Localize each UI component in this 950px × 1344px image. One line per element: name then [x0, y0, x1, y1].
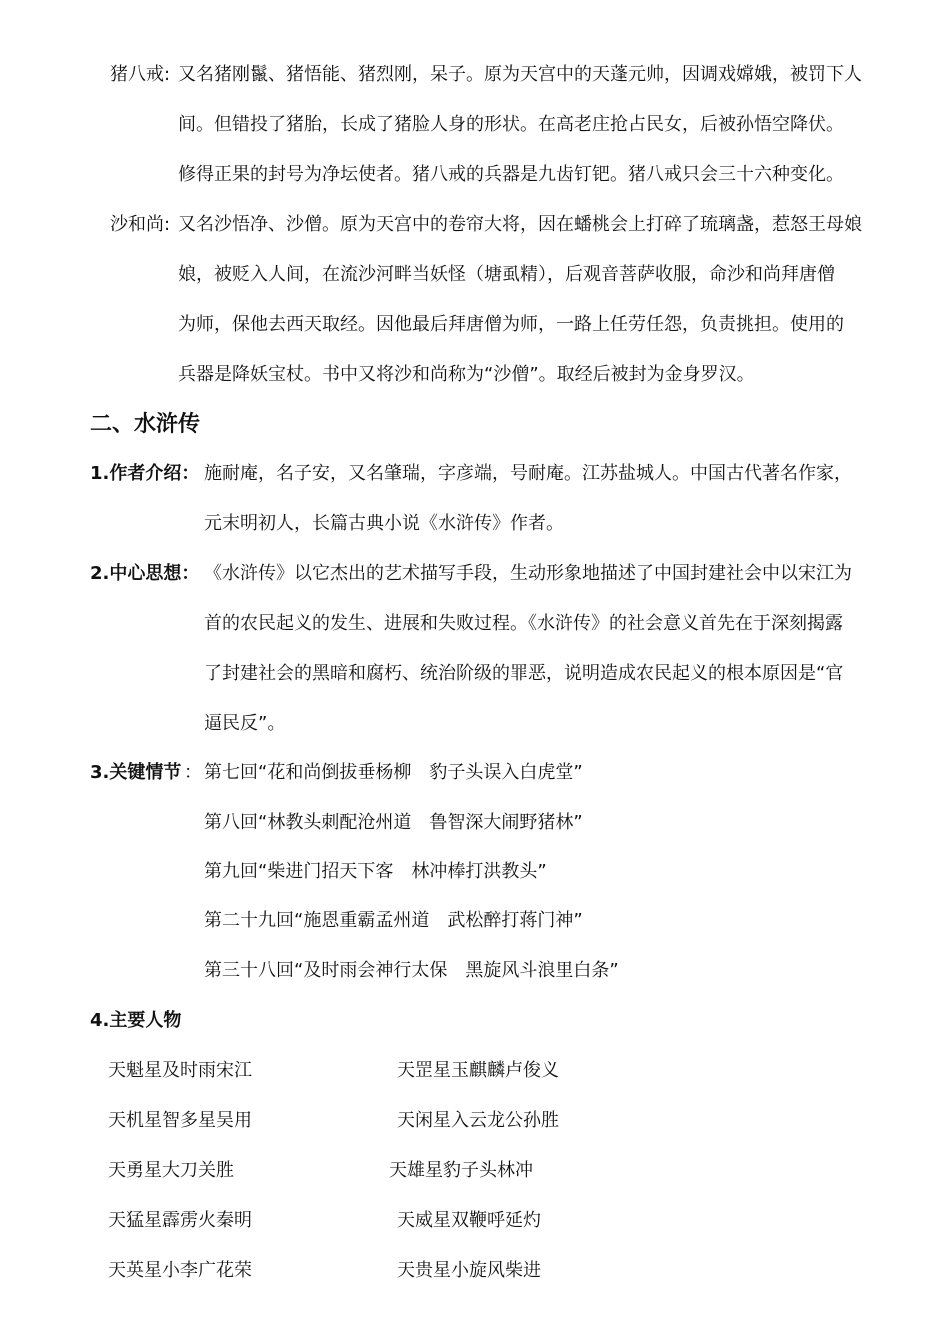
shaheshang-line-4: 兵器是降妖宝杖。书中又将沙和尚称为“沙僧”。取经后被封为金身罗汉。	[178, 364, 755, 385]
shaheshang-line-2: 娘，被贬入人间，在流沙河畔当妖怪（塘虱精），后观音菩萨收服，命沙和尚拜唐僧	[178, 264, 835, 285]
character-item: 天猛星霹雳火秦明	[108, 1210, 252, 1231]
character-item: 天勇星大刀关胜	[108, 1160, 234, 1181]
theme-line-2: 首的农民起义的发生、进展和失败过程。《水浒传》的社会意义首先在于深刻揭露	[204, 613, 843, 634]
plot-chapter: 第九回“柴进门招天下客 林冲棒打洪教头”	[204, 861, 547, 882]
character-item: 天机星智多星吴用	[108, 1110, 252, 1131]
plot-chapter: 第二十九回“施恩重霸孟州道 武松醉打蒋门神”	[204, 910, 583, 931]
author-line-1: 施耐庵，名子安，又名肇瑞，字彦端，号耐庵。江苏盐城人。中国古代著名作家，	[204, 463, 852, 484]
theme-line-3: 了封建社会的黑暗和腐朽、统治阶级的罪恶，说明造成农民起义的根本原因是“官	[204, 663, 844, 684]
zhubajie-line-2: 间。但错投了猪胎，长成了猪脸人身的形状。在高老庄抢占民女，后被孙悟空降伏。	[178, 114, 844, 135]
zhubajie-head: 猪八戒:	[110, 64, 171, 85]
section-title: 二、水浒传	[90, 412, 201, 437]
shaheshang-line-3: 为师，保他去西天取经。因他最后拜唐僧为师，一路上任劳任怨，负责挑担。使用的	[178, 314, 844, 335]
shaheshang-line-1: 又名沙悟净、沙僧。原为天宫中的卷帘大将，因在蟠桃会上打碎了琉璃盏，惹怒王母娘	[178, 214, 862, 235]
character-item: 天威星双鞭呼延灼	[397, 1210, 541, 1231]
character-item: 天雄星豹子头林冲	[389, 1160, 533, 1181]
character-item: 天英星小李广花荣	[108, 1260, 252, 1281]
zhubajie-line-1: 又名猪刚鬣、猪悟能、猪烈刚，呆子。原为天宫中的天蓬元帅，因调戏嫦娥，被罚下人	[178, 64, 862, 85]
plot-colon: ：	[184, 762, 202, 783]
character-item: 天闲星入云龙公孙胜	[397, 1110, 559, 1131]
author-line-2: 元末明初人，长篇古典小说《水浒传》作者。	[204, 513, 564, 534]
character-item: 天贵星小旋风柴进	[397, 1260, 541, 1281]
theme-label: 2.中心思想：	[90, 563, 200, 584]
character-item: 天魁星及时雨宋江	[108, 1060, 252, 1081]
shaheshang-head: 沙和尚:	[110, 214, 171, 235]
character-item: 天罡星玉麒麟卢俊义	[397, 1060, 559, 1081]
zhubajie-line-3: 修得正果的封号为净坛使者。猪八戒的兵器是九齿钉钯。猪八戒只会三十六种变化。	[178, 164, 844, 185]
author-label: 1.作者介绍：	[90, 463, 200, 484]
theme-line-1: 《水浒传》以它杰出的艺术描写手段，生动形象地描述了中国封建社会中以宋江为	[204, 563, 852, 584]
plot-chapter: 第七回“花和尚倒拔垂杨柳 豹子头误入白虎堂”	[204, 762, 583, 783]
theme-line-4: 逼民反”。	[204, 713, 286, 734]
plot-chapter: 第八回“林教头刺配沧州道 鲁智深大闹野猪林”	[204, 812, 583, 833]
plot-label: 3.关键情节	[90, 762, 182, 783]
characters-label: 4.主要人物	[90, 1010, 182, 1031]
plot-chapter: 第三十八回“及时雨会神行太保 黑旋风斗浪里白条”	[204, 960, 619, 981]
